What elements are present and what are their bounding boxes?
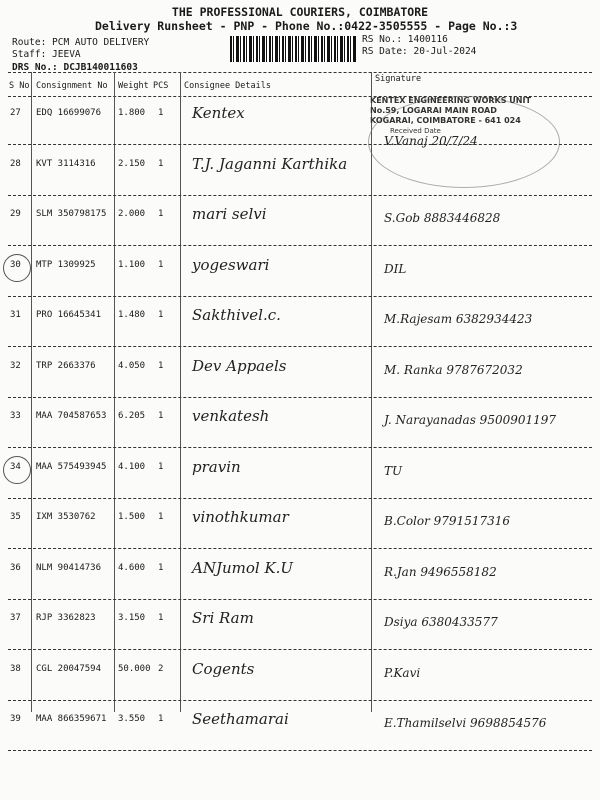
row-consignment-no: MAA 704587653 [36, 411, 107, 421]
route-label: Route: PCM AUTO DELIVERY [12, 37, 150, 48]
row-weight: 4.050 [118, 360, 146, 371]
rs-date: RS Date: 20-Jul-2024 [362, 46, 477, 57]
signature-handwritten: E.Thamilselvi 9698854576 [384, 716, 547, 730]
row-sno: 35 [10, 512, 21, 522]
row-number-circle [3, 254, 31, 282]
consignee-name-handwritten: Cogents [192, 659, 255, 678]
signature-handwritten: R.Jan 9496558182 [384, 564, 497, 579]
row-weight: 2.000 [118, 209, 146, 219]
row-sno: 27 [10, 108, 21, 118]
row-consignment-no: KVT 3114316 [36, 158, 96, 169]
drs-number: DRS No.: DCJB140011603 [12, 62, 138, 73]
table-row [0, 151, 600, 201]
row-separator [8, 447, 592, 448]
row-consignment-no: PRO 16645341 [36, 310, 102, 320]
document-subtitle: Delivery Runsheet - PNP - Phone No.:0422-3505555 - Page No.:3 [95, 19, 518, 33]
table-row [0, 454, 600, 504]
column-header-weight: Weight [118, 81, 149, 91]
row-sno: 33 [10, 411, 21, 421]
document-title: THE PROFESSIONAL COURIERS, COIMBATORE [171, 5, 429, 19]
row-number-circle [3, 456, 31, 484]
signature-handwritten: S.Gob 8883446828 [384, 211, 501, 225]
row-weight: 1.500 [118, 512, 146, 522]
row-separator [8, 195, 592, 196]
row-separator [8, 700, 592, 701]
row-separator [8, 245, 592, 246]
table-row [0, 605, 600, 655]
row-separator [8, 144, 592, 145]
signature-handwritten: P.Kavi [384, 665, 421, 680]
row-sno: 34 [10, 461, 21, 472]
row-sno: 38 [10, 663, 21, 674]
table-row [0, 201, 600, 251]
row-sno: 32 [10, 360, 21, 371]
row-weight: 1.800 [118, 108, 146, 118]
row-sno: 29 [10, 209, 21, 219]
column-header-sno: S No [9, 81, 30, 91]
consignee-name-handwritten: ANJumol K.U [192, 558, 294, 577]
signature-handwritten: TU [384, 463, 403, 478]
column-header-consignment: Consignment No [36, 81, 108, 91]
consignee-name-handwritten: Dev Appaels [192, 356, 287, 375]
row-pcs: 1 [158, 158, 164, 169]
row-weight: 4.600 [118, 562, 146, 573]
row-separator [8, 599, 592, 600]
row-pcs: 1 [158, 411, 164, 421]
signature-handwritten: V.Vanaj 20/7/24 [384, 134, 478, 148]
row-pcs: 1 [158, 562, 164, 573]
consignee-name-handwritten: T.J. Jaganni Karthika [192, 154, 348, 173]
consignee-name-handwritten: Kentex [192, 104, 245, 122]
row-consignment-no: TRP 2663376 [36, 360, 96, 371]
row-weight: 50.000 [118, 663, 151, 674]
row-weight: 4.100 [118, 461, 146, 472]
consignee-name-handwritten: pravin [192, 457, 241, 476]
row-weight: 3.150 [118, 613, 146, 623]
table-row [0, 706, 600, 756]
row-sno: 31 [10, 310, 21, 320]
consignee-name-handwritten: venkatesh [192, 407, 270, 425]
table-row [0, 353, 600, 403]
company-stamp-text: KENTEX ENGINEERING WORKS UNIT No.59, LOGARAI MAIN ROAD KOGARAI, COIMBATORE - 641 024 Received Date [370, 96, 531, 135]
table-row [0, 555, 600, 605]
row-pcs: 1 [158, 613, 164, 623]
consignee-name-handwritten: vinothkumar [192, 508, 289, 526]
row-pcs: 1 [158, 209, 164, 219]
row-pcs: 1 [158, 461, 164, 472]
row-consignment-no: IXM 3530762 [36, 512, 96, 522]
table-row [0, 656, 600, 706]
row-pcs: 1 [158, 259, 164, 270]
table-row [0, 403, 600, 453]
row-consignment-no: MAA 866359671 [36, 714, 107, 724]
row-pcs: 2 [158, 663, 164, 674]
row-sno: 30 [10, 259, 21, 270]
barcode [230, 36, 356, 62]
row-pcs: 1 [158, 512, 164, 522]
row-sno: 28 [10, 158, 21, 169]
row-sno: 37 [10, 613, 21, 623]
column-header-pcs: PCS [153, 81, 169, 91]
row-pcs: 1 [158, 360, 164, 371]
table-row [0, 252, 600, 302]
table-row [0, 100, 600, 150]
row-consignment-no: CGL 20047594 [36, 663, 102, 674]
row-separator [8, 296, 592, 297]
consignee-name-handwritten: yogeswari [192, 255, 270, 274]
row-sno: 39 [10, 714, 21, 724]
consignee-name-handwritten: Seethamarai [192, 710, 289, 728]
row-consignment-no: NLM 90414736 [36, 562, 102, 573]
row-separator [8, 548, 592, 549]
row-separator [8, 649, 592, 650]
row-weight: 6.205 [118, 411, 146, 421]
signature-handwritten: B.Color 9791517316 [384, 514, 510, 528]
row-weight: 1.100 [118, 259, 146, 270]
consignee-name-handwritten: Sakthivel.c. [192, 306, 281, 324]
consignee-name-handwritten: Sri Ram [192, 609, 254, 627]
row-weight: 2.150 [118, 158, 146, 169]
table-row [0, 302, 600, 352]
row-consignment-no: MAA 575493945 [36, 461, 107, 472]
header-rule-top [8, 72, 592, 73]
signature-handwritten: M. Ranka 9787672032 [384, 362, 523, 377]
row-separator [8, 397, 592, 398]
signature-handwritten: M.Rajesam 6382934423 [384, 312, 533, 326]
row-separator [8, 498, 592, 499]
row-pcs: 1 [158, 714, 164, 724]
row-weight: 1.480 [118, 310, 146, 320]
row-weight: 3.550 [118, 714, 146, 724]
signature-handwritten: J. Narayanadas 9500901197 [384, 413, 557, 427]
row-consignment-no: MTP 1309925 [36, 259, 96, 270]
row-consignment-no: EDQ 16699076 [36, 108, 102, 118]
row-pcs: 1 [158, 108, 164, 118]
row-consignment-no: RJP 3362823 [36, 613, 96, 623]
signature-handwritten: DIL [384, 261, 407, 276]
row-separator [8, 750, 592, 751]
row-separator [8, 346, 592, 347]
row-consignment-no: SLM 350798175 [36, 209, 107, 219]
staff-label: Staff: JEEVA [12, 49, 81, 60]
column-header-signature: Signature [375, 74, 422, 84]
consignee-name-handwritten: mari selvi [192, 205, 267, 223]
row-sno: 36 [10, 562, 21, 573]
signature-handwritten: Dsiya 6380433577 [384, 615, 498, 629]
row-pcs: 1 [158, 310, 164, 320]
table-row [0, 504, 600, 554]
rs-number: RS No.: 1400116 [362, 34, 448, 45]
column-header-consignee: Consignee Details [184, 81, 271, 91]
